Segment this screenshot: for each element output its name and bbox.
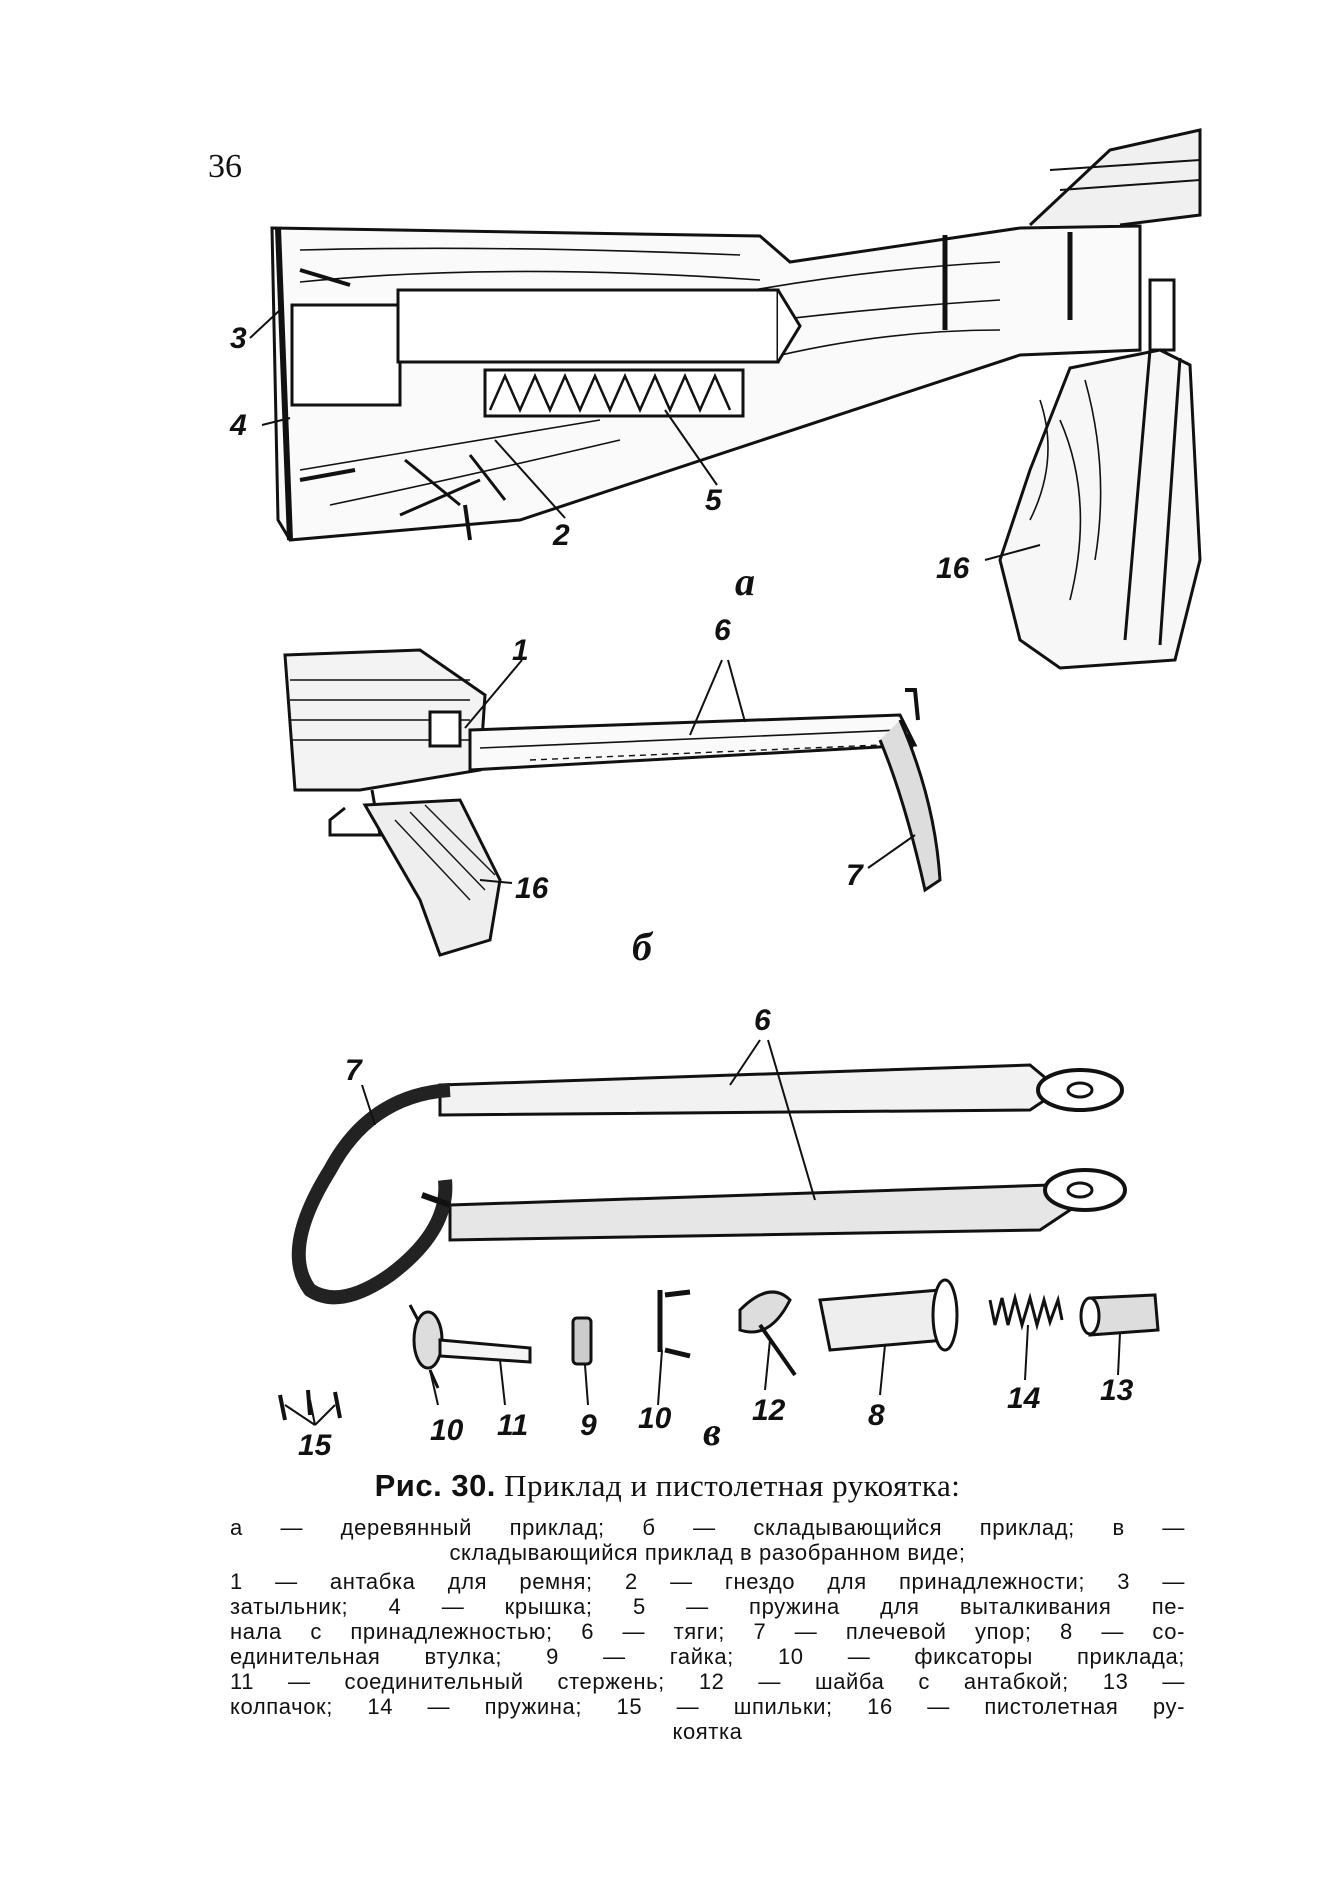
legend-line: нала с принадлежностью; 6 — тяги; 7 — плечевой упор; 8 — со- <box>230 1619 1185 1644</box>
callout-6: 6 <box>754 1004 771 1037</box>
callout-9: 9 <box>580 1409 597 1442</box>
callout-11: 11 <box>497 1409 529 1442</box>
folding-stock-illustration <box>285 650 940 955</box>
callout-10: 10 <box>430 1414 464 1447</box>
panel-b-leader-lines <box>465 660 915 883</box>
panel-letter-a: а <box>735 559 755 604</box>
legend-line: единительная втулка; 9 — гайка; 10 — фиксаторы приклада; <box>230 1644 1185 1669</box>
figure-title: Приклад и пистолетная рукоятка: <box>504 1468 961 1503</box>
callout-5: 5 <box>705 484 722 517</box>
legend-line: 1 — антабка для ремня; 2 — гнездо для принадлежности; 3 — <box>230 1569 1185 1594</box>
callout-1: 1 <box>512 634 529 667</box>
callout-8: 8 <box>868 1399 885 1432</box>
callout-2: 2 <box>553 519 570 552</box>
figure-caption-title <box>0 1468 1335 1504</box>
callout-13: 13 <box>1100 1374 1134 1407</box>
callout-6: 6 <box>714 614 731 647</box>
callout-15: 15 <box>298 1429 332 1462</box>
callout-16: 16 <box>936 552 970 585</box>
figure-label: Рис. 30. <box>374 1468 496 1503</box>
panel-letter-b: б <box>632 924 652 969</box>
callout-16: 16 <box>515 872 549 905</box>
legend-line: а — деревянный приклад; б — складывающийся приклад; в — <box>230 1515 1185 1540</box>
panel-letter-c: в <box>703 1409 721 1454</box>
legend-line: 11 — соединительный стержень; 12 — шайба с антабкой; 13 — <box>230 1669 1185 1694</box>
callout-7: 7 <box>345 1054 362 1087</box>
page-number: 36 <box>208 148 242 185</box>
legend-line: колпачок; 14 — пружина; 15 — шпильки; 16 — пистолетная ру- <box>230 1694 1185 1719</box>
legend-line: затыльник; 4 — крышка; 5 — пружина для выталкивания пе- <box>230 1594 1185 1619</box>
callout-7: 7 <box>846 859 863 892</box>
callout-14: 14 <box>1007 1382 1041 1415</box>
callout-12: 12 <box>752 1394 786 1427</box>
legend-line: коятка <box>672 1719 743 1744</box>
callout-4: 4 <box>230 409 247 442</box>
legend-line: складывающийся приклад в разобранном виде; <box>449 1540 966 1565</box>
callout-3: 3 <box>230 322 247 355</box>
callout-10: 10 <box>638 1402 672 1435</box>
